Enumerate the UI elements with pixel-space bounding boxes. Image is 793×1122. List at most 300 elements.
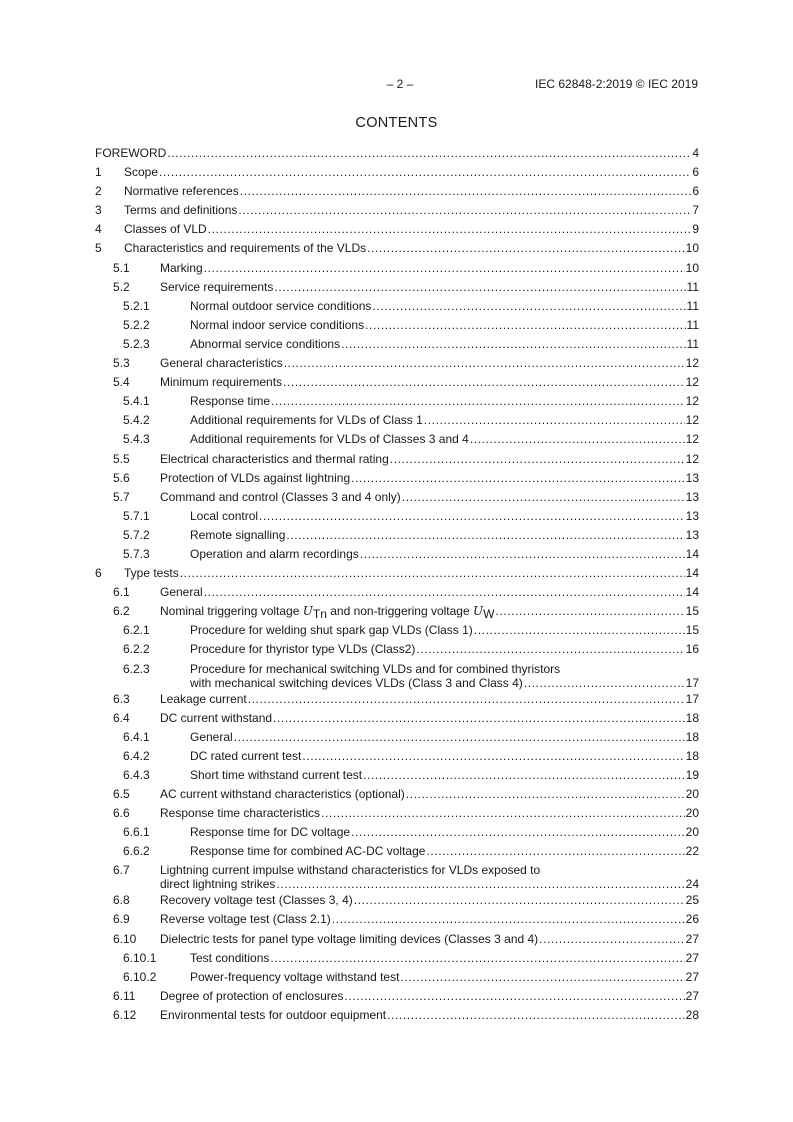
toc-entry[interactable]	[95, 507, 699, 526]
toc-entry[interactable]	[95, 804, 699, 823]
toc-entry-page: 12	[685, 356, 699, 371]
dot-leader	[372, 297, 685, 316]
dot-leader	[363, 766, 685, 785]
toc-entry-title: Power-frequency voltage withstand test	[190, 969, 400, 984]
toc-entry-title: Additional requirements for VLDs of Classes 3 and 4	[190, 432, 469, 447]
toc-entry-title: Scope	[124, 165, 159, 180]
toc-entry-number: 5.7.1	[123, 508, 150, 523]
toc-entry-line	[190, 507, 699, 526]
toc-entry-body	[160, 785, 699, 804]
toc-entry-page: 13	[685, 470, 699, 485]
toc-entry-body	[190, 662, 699, 690]
toc-entry-body	[190, 949, 699, 968]
toc-entry-page: 6	[692, 165, 699, 180]
toc-entry[interactable]	[95, 450, 699, 469]
toc-entry-page: 4	[692, 146, 699, 160]
toc-entry-page: 7	[692, 203, 699, 218]
toc-entry-line	[124, 239, 699, 258]
toc-entry-number: 6.2.3	[123, 661, 150, 676]
toc-entry-page: 6	[692, 184, 699, 199]
toc-entry-line	[160, 278, 699, 297]
toc-entry-title: Dielectric tests for panel type voltage limiting devices (Classes 3 and 4)	[160, 931, 539, 946]
toc-entry-line	[190, 621, 699, 640]
toc-entry-number: 6.8	[113, 893, 130, 908]
toc-entry[interactable]	[95, 602, 699, 621]
dot-leader	[270, 949, 684, 968]
dot-leader	[204, 583, 685, 602]
toc-entry[interactable]	[95, 430, 699, 449]
dot-leader	[321, 804, 685, 823]
toc-entry-title: Degree of protection of enclosures	[160, 988, 344, 1003]
toc-entry-line	[124, 163, 699, 182]
toc-entry-number: 5.4	[113, 375, 130, 390]
toc-entry-title: Procedure for mechanical switching VLDs and for combined thyristors	[190, 661, 561, 676]
toc-entry-line	[160, 910, 699, 929]
dot-leader	[240, 182, 692, 201]
dot-leader	[416, 640, 684, 659]
toc-entry-page: 10	[685, 260, 699, 275]
toc-entry-line	[190, 728, 699, 747]
toc-entry-title: Operation and alarm recordings	[190, 546, 359, 561]
toc-entry-number: 5.3	[113, 356, 130, 371]
toc-entry-body	[190, 728, 699, 747]
toc-entry-body	[190, 640, 699, 659]
toc-entry-line	[160, 690, 699, 709]
toc-entry-title: Normal indoor service conditions	[190, 317, 365, 332]
toc-entry-number: 6.11	[113, 988, 136, 1003]
toc-entry-page: 11	[686, 317, 699, 332]
toc-entry-body	[190, 411, 699, 430]
toc-entry-line	[160, 877, 699, 891]
toc-entry-page: 18	[685, 710, 699, 725]
toc-entry-title: Command and control (Classes 3 and 4 only)	[160, 489, 401, 504]
toc-entry-page: 12	[685, 451, 699, 466]
toc-entry-title: DC current withstand	[160, 710, 273, 725]
toc-entry-title: Characteristics and requirements of the VLDs	[124, 241, 367, 256]
toc-entry-body	[160, 488, 699, 507]
toc-entry-title: Marking	[160, 260, 203, 275]
toc-entry[interactable]	[95, 968, 699, 987]
toc-entry-title: Response time for DC voltage	[190, 825, 351, 840]
toc-entry-title	[160, 602, 494, 621]
toc-entry-line	[160, 1006, 699, 1025]
dot-leader	[406, 785, 685, 804]
toc-entry-page: 13	[685, 508, 699, 523]
toc-entry[interactable]	[95, 220, 699, 239]
toc-entry-number: 5.4.3	[123, 432, 150, 447]
toc-entry-line	[190, 766, 699, 785]
toc-entry-title: direct lightning strikes	[160, 877, 276, 892]
toc-entry-title: Recovery voltage test (Classes 3, 4)	[160, 893, 353, 908]
toc-entry-number: 6.6	[113, 806, 130, 821]
dot-leader	[495, 602, 684, 621]
dot-leader	[276, 877, 684, 891]
toc-entry-line	[190, 335, 699, 354]
toc-entry-number: 6.10.1	[123, 950, 157, 965]
dot-leader	[426, 842, 684, 861]
dot-leader	[259, 507, 685, 526]
toc-entry-page: 12	[685, 413, 699, 428]
toc-entry-title: Terms and definitions	[124, 203, 238, 218]
toc-entry-line	[190, 676, 699, 690]
toc-entry-line	[160, 354, 699, 373]
toc-entry-line	[124, 220, 699, 239]
dot-leader	[204, 259, 685, 278]
toc-entry-title: Environmental tests for outdoor equipment	[160, 1007, 387, 1022]
toc-entry-title: Remote signalling	[190, 527, 286, 542]
dot-leader	[332, 910, 685, 929]
toc-entry-body	[160, 259, 699, 278]
toc-entry[interactable]	[95, 297, 699, 316]
toc-entry-page: 18	[685, 729, 699, 744]
toc-entry[interactable]	[95, 354, 699, 373]
toc-entry-title: Local control	[190, 508, 259, 523]
toc-entry-line	[160, 488, 699, 507]
toc-entry-number: 6.6.2	[123, 844, 150, 859]
toc-entry-title: Procedure for thyristor type VLDs (Class2)	[190, 642, 416, 657]
toc-entry[interactable]	[95, 842, 699, 861]
toc-entry-number: 5.6	[113, 470, 130, 485]
toc-entry-title: General	[190, 729, 233, 744]
toc-entry-page: 20	[685, 825, 699, 840]
toc-entry-body	[160, 690, 699, 709]
toc-entry-body	[190, 297, 699, 316]
toc-entry[interactable]	[95, 747, 699, 766]
toc-entry[interactable]	[95, 823, 699, 842]
toc-entry-line	[190, 747, 699, 766]
toc-entry[interactable]	[95, 488, 699, 507]
toc-entry-page: 12	[685, 432, 699, 447]
toc-entry[interactable]	[95, 201, 699, 220]
toc-entry[interactable]	[95, 392, 699, 411]
toc-entry-title: Classes of VLD	[124, 222, 207, 237]
dot-leader	[470, 430, 685, 449]
toc-entry-title: with mechanical switching devices VLDs (Class 3 and Class 4)	[190, 675, 523, 690]
page-number: – 2 –	[386, 77, 414, 91]
voltage-subscript: Tn	[312, 607, 327, 622]
toc-entry-title: Abnormal service conditions	[190, 336, 341, 351]
toc-entry[interactable]	[95, 690, 699, 709]
toc-entry-page: 25	[685, 893, 699, 908]
toc-entry-body	[190, 766, 699, 785]
toc-entry-body	[160, 804, 699, 823]
toc-entry[interactable]	[95, 373, 699, 392]
dot-leader	[400, 968, 684, 987]
toc-entry-line	[160, 891, 699, 910]
toc-entry[interactable]	[95, 640, 699, 659]
toc-entry-body	[190, 335, 699, 354]
toc-entry-number: 5.2.2	[123, 317, 150, 332]
toc-entry[interactable]	[95, 910, 699, 929]
toc-entry-title: Response time for combined AC-DC voltage	[190, 844, 426, 859]
toc-entry-number: 5.4.2	[123, 413, 150, 428]
toc-title-text: and non-triggering voltage	[326, 604, 473, 619]
toc-entry-title: Reverse voltage test (Class 2.1)	[160, 912, 331, 927]
toc-entry-page: 14	[685, 585, 699, 600]
toc-entry-title: Normative references	[124, 184, 239, 199]
toc-entry-page: 26	[685, 912, 699, 927]
toc-entry-body	[190, 507, 699, 526]
dot-leader	[341, 335, 685, 354]
toc-entry[interactable]	[95, 278, 699, 297]
toc-entry[interactable]	[95, 987, 699, 1006]
toc-entry-number: 6.7	[113, 863, 130, 878]
toc-entry-line	[190, 430, 699, 449]
toc-entry-line	[190, 662, 699, 676]
toc-entry-body	[160, 469, 699, 488]
toc-entry-body	[160, 354, 699, 373]
toc-entry-number: 6.2	[113, 604, 130, 619]
toc-entry-number: 6.6.1	[123, 825, 150, 840]
toc-entry-page: 12	[685, 394, 699, 409]
toc-entry-number: 2	[95, 184, 102, 199]
toc-entry-page: 9	[692, 222, 699, 237]
toc-entry-body	[190, 392, 699, 411]
toc-entry-body	[160, 987, 699, 1006]
toc-entry-page: 28	[685, 1007, 699, 1022]
toc-entry-line	[160, 804, 699, 823]
toc-entry-number: 4	[95, 222, 102, 237]
toc-entry-title: Lightning current impulse withstand characteristics for VLDs exposed to	[160, 863, 541, 878]
toc-entry-body	[124, 163, 699, 182]
toc-entry-title: Test conditions	[190, 950, 270, 965]
toc-entry-title: FOREWORD	[95, 146, 167, 160]
toc-entry-line	[190, 392, 699, 411]
toc-entry-page: 24	[685, 877, 699, 892]
toc-entry-number: 5.7.2	[123, 527, 150, 542]
toc-entry[interactable]	[95, 660, 699, 690]
toc-entry-body	[160, 373, 699, 392]
toc-entry[interactable]	[95, 411, 699, 430]
toc-entry-page: 22	[685, 844, 699, 859]
dot-leader	[271, 392, 685, 411]
toc-entry-page: 13	[685, 489, 699, 504]
toc-entry[interactable]	[95, 182, 699, 201]
toc-entry-number: 6.4.2	[123, 748, 150, 763]
toc-entry-page: 12	[685, 375, 699, 390]
toc-entry-number: 6.10.2	[123, 969, 157, 984]
dot-leader	[284, 354, 685, 373]
toc-entry-body	[160, 602, 699, 621]
dot-leader	[424, 411, 685, 430]
dot-leader	[159, 163, 691, 182]
toc-entry-body	[190, 968, 699, 987]
toc-entry-body	[190, 747, 699, 766]
toc-entry-line	[190, 949, 699, 968]
dot-leader	[390, 450, 685, 469]
toc-entry-page: 11	[686, 298, 699, 313]
toc-entry-line	[160, 930, 699, 949]
dot-leader	[248, 690, 685, 709]
toc-entry-line	[160, 709, 699, 728]
toc-entry-body	[160, 278, 699, 297]
dot-leader	[360, 545, 685, 564]
toc-entry-page: 19	[685, 767, 699, 782]
toc-entry[interactable]	[95, 785, 699, 804]
dot-leader	[367, 239, 685, 258]
dot-leader	[524, 676, 685, 690]
toc-entry-body	[160, 450, 699, 469]
toc-entry-line	[190, 842, 699, 861]
dot-leader	[474, 621, 685, 640]
toc-entry[interactable]	[95, 891, 699, 910]
toc-entry-body	[124, 239, 699, 258]
toc-entry[interactable]	[95, 335, 699, 354]
toc-entry-number: 6.10	[113, 931, 137, 946]
toc-entry[interactable]	[95, 545, 699, 564]
toc-entry[interactable]	[95, 930, 699, 949]
toc-entry-number: 6.3	[113, 691, 130, 706]
toc-entry-line	[124, 564, 699, 583]
toc-entry[interactable]	[95, 163, 699, 182]
toc-entry[interactable]	[95, 526, 699, 545]
dot-leader	[302, 747, 684, 766]
dot-leader	[180, 564, 685, 583]
toc-entry-line	[160, 785, 699, 804]
dot-leader	[286, 526, 684, 545]
toc-entry-number: 6	[95, 566, 102, 581]
toc-entry[interactable]	[95, 144, 699, 163]
toc-entry-line	[190, 545, 699, 564]
toc-entry[interactable]	[95, 949, 699, 968]
dot-leader	[274, 278, 685, 297]
toc-entry-title: Leakage current	[160, 691, 247, 706]
toc-entry[interactable]	[95, 728, 699, 747]
toc-entry-number: 6.2.1	[123, 623, 150, 638]
toc-entry-title: Type tests	[124, 566, 179, 581]
toc-entry-body	[160, 910, 699, 929]
toc-entry-number: 6.9	[113, 912, 130, 927]
toc-entry-title: Protection of VLDs against lightning	[160, 470, 351, 485]
toc-entry[interactable]	[95, 583, 699, 602]
toc-entry-page: 15	[685, 623, 699, 638]
dot-leader	[208, 220, 692, 239]
toc-entry-line	[124, 182, 699, 201]
toc-entry-body	[124, 564, 699, 583]
toc-entry[interactable]	[95, 709, 699, 728]
toc-entry-line	[160, 987, 699, 1006]
dot-leader	[344, 987, 684, 1006]
toc-entry-number: 5	[95, 241, 102, 256]
toc-entry-page: 14	[685, 546, 699, 561]
toc-entry-line	[160, 863, 699, 877]
toc-entry-line	[160, 469, 699, 488]
toc-entry[interactable]	[95, 1006, 699, 1025]
toc-entry-number: 6.4.3	[123, 767, 150, 782]
toc-entry-title: Additional requirements for VLDs of Class 1	[190, 413, 423, 428]
toc-entry-body	[160, 891, 699, 910]
toc-entry-page: 10	[685, 241, 699, 256]
toc-entry[interactable]	[95, 259, 699, 278]
voltage-symbol: U	[473, 604, 484, 619]
toc-entry-body	[190, 526, 699, 545]
toc-entry-page: 27	[685, 988, 699, 1003]
toc-entry-page: 27	[685, 969, 699, 984]
toc-entry-title: DC rated current test	[190, 748, 302, 763]
toc-entry-body	[160, 930, 699, 949]
toc-entry-line	[190, 640, 699, 659]
toc-entry[interactable]	[95, 316, 699, 335]
toc-entry-line	[124, 201, 699, 220]
dot-leader	[365, 316, 685, 335]
dot-leader	[387, 1006, 685, 1025]
dot-leader	[402, 488, 685, 507]
voltage-subscript: W	[483, 607, 495, 622]
toc-entry[interactable]	[95, 564, 699, 583]
toc-entry-line	[190, 968, 699, 987]
toc-entry-page: 16	[685, 642, 699, 657]
toc-entry-body	[190, 842, 699, 861]
toc-title-text: Nominal triggering voltage	[160, 604, 303, 619]
toc-entry-title: Minimum requirements	[160, 375, 283, 390]
toc-entry-page: 13	[685, 527, 699, 542]
toc-entry-body	[124, 182, 699, 201]
toc-entry-page: 17	[685, 675, 699, 690]
toc-entry-body	[160, 709, 699, 728]
toc-entry-line	[160, 602, 699, 621]
toc-entry-body	[190, 621, 699, 640]
toc-entry-page: 14	[685, 566, 699, 581]
toc-entry-body	[190, 316, 699, 335]
toc-entry[interactable]	[95, 766, 699, 785]
toc-entry-body	[190, 430, 699, 449]
dot-leader	[283, 373, 685, 392]
toc-entry[interactable]	[95, 861, 699, 891]
toc-entry-body	[160, 583, 699, 602]
toc-entry-line	[160, 259, 699, 278]
toc-entry[interactable]	[95, 239, 699, 258]
dot-leader	[351, 469, 685, 488]
toc-entry-number: 6.4.1	[123, 729, 150, 744]
toc-entry-number: 6.4	[113, 710, 130, 725]
toc-entry-line	[160, 373, 699, 392]
toc-entry-page: 11	[686, 336, 699, 351]
toc-entry-page: 17	[685, 691, 699, 706]
toc-entry-title: Short time withstand current test	[190, 767, 363, 782]
toc-entry-title: Response time	[190, 394, 271, 409]
dot-leader	[234, 728, 685, 747]
toc-entry-number: 6.1	[113, 585, 130, 600]
toc-entry-number: 5.7.3	[123, 546, 150, 561]
toc-entry-line	[160, 583, 699, 602]
toc-entry-body	[124, 220, 699, 239]
toc-entry-title: General	[160, 585, 203, 600]
toc-entry[interactable]	[95, 621, 699, 640]
toc-entry[interactable]	[95, 469, 699, 488]
toc-entry-page: 27	[685, 950, 699, 965]
toc-entry-line	[190, 823, 699, 842]
toc-entry-title: Electrical characteristics and thermal rating	[160, 451, 389, 466]
dot-leader	[539, 930, 684, 949]
toc-entry-number: 5.7	[113, 489, 130, 504]
contents-title: CONTENTS	[355, 115, 438, 131]
toc-entry-page: 11	[686, 279, 699, 294]
toc-entry-title: AC current withstand characteristics (optional)	[160, 787, 405, 801]
toc-entry-body	[95, 144, 699, 163]
toc-entry-line	[190, 316, 699, 335]
toc-entry-body	[160, 863, 699, 891]
toc-entry-body	[190, 545, 699, 564]
dot-leader	[167, 144, 691, 163]
toc-entry-number: 5.4.1	[123, 394, 150, 409]
toc-entry-number: 1	[95, 165, 102, 180]
toc-entry-line	[190, 526, 699, 545]
toc-entry-page: 20	[685, 806, 699, 821]
toc-entry-title: Service requirements	[160, 279, 274, 294]
toc-entry-title: Procedure for welding shut spark gap VLDs (Class 1)	[190, 623, 473, 638]
toc-entry-page: 20	[685, 787, 699, 801]
toc-entry-line	[190, 411, 699, 430]
